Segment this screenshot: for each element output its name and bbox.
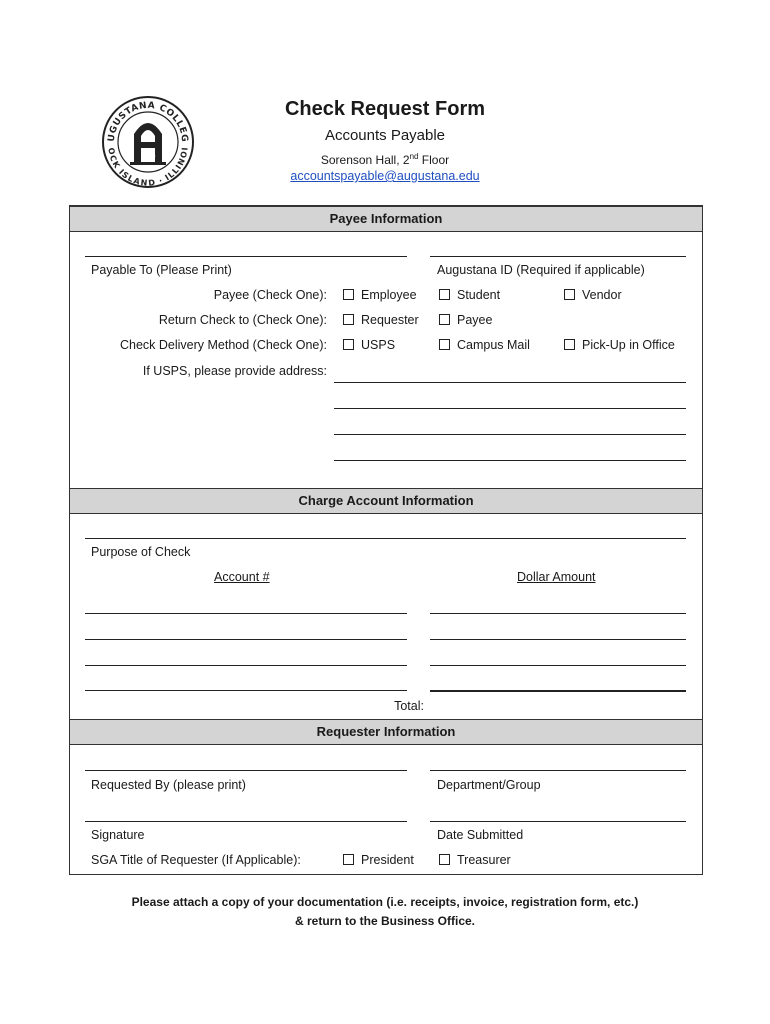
amount-field-2[interactable]	[430, 639, 686, 640]
charge-section-header	[70, 488, 702, 514]
date-submitted-label: Date Submitted	[437, 828, 524, 842]
campus-mail-checkbox[interactable]	[439, 339, 450, 350]
usps-checkbox[interactable]	[343, 339, 354, 350]
amount-field-4[interactable]	[430, 690, 686, 692]
purpose-field[interactable]	[85, 538, 686, 539]
requested-by-field[interactable]	[85, 770, 407, 771]
requester-section-header	[70, 719, 702, 745]
student-checkbox[interactable]	[439, 289, 450, 300]
vendor-option-label: Vendor	[582, 288, 622, 302]
campus-mail-option-label: Campus Mail	[457, 338, 530, 352]
employee-option-label: Employee	[361, 288, 417, 302]
date-submitted-field[interactable]	[430, 821, 686, 822]
email-link[interactable]: accountspayable@augustana.edu	[290, 169, 480, 183]
payable-to-label: Payable To (Please Print)	[91, 263, 232, 277]
return-check-label: Return Check to (Check One):	[158, 313, 327, 327]
return-requester-checkbox[interactable]	[343, 314, 354, 325]
footer-instruction-line2: & return to the Business Office.	[294, 914, 476, 928]
return-requester-label: Requester	[361, 313, 419, 327]
return-payee-label: Payee	[457, 313, 493, 327]
signature-label: Signature	[91, 828, 145, 842]
address-line-1[interactable]	[334, 382, 686, 383]
amount-field-3[interactable]	[430, 665, 686, 666]
svg-text:AUGUSTANA COLLEGE: UGUSTANA COLLEG	[106, 100, 190, 143]
delivery-method-label: Check Delivery Method (Check One):	[119, 338, 327, 352]
augustana-id-field[interactable]	[430, 256, 686, 257]
address-line-2[interactable]	[334, 408, 686, 409]
department-label: Department/Group	[437, 778, 541, 792]
sga-title-label: SGA Title of Requester (If Applicable):	[91, 853, 301, 867]
payee-type-label: Payee (Check One):	[213, 288, 327, 302]
pickup-office-option-label: Pick-Up in Office	[582, 338, 675, 352]
payable-to-field[interactable]	[85, 256, 407, 257]
student-option-label: Student	[457, 288, 501, 302]
account-number-header: Account #	[214, 570, 270, 584]
usps-address-label: If USPS, please provide address:	[142, 364, 327, 378]
payee-section-header	[70, 206, 702, 232]
address-line-3[interactable]	[334, 434, 686, 435]
augustana-id-label: Augustana ID (Required if applicable)	[437, 263, 645, 277]
svg-text:ROCK ISLAND · ILLINOIS: OCK ISLAND · ILLINOI	[106, 146, 190, 188]
account-field-4[interactable]	[85, 690, 407, 691]
address-line-4[interactable]	[334, 460, 686, 461]
pickup-office-checkbox[interactable]	[564, 339, 575, 350]
purpose-label: Purpose of Check	[91, 545, 191, 559]
signature-field[interactable]	[85, 821, 407, 822]
amount-field-1[interactable]	[430, 613, 686, 614]
department-field[interactable]	[430, 770, 686, 771]
usps-option-label: USPS	[361, 338, 396, 352]
treasurer-checkbox[interactable]	[439, 854, 450, 865]
dollar-amount-header: Dollar Amount	[517, 570, 596, 584]
treasurer-option-label: Treasurer	[457, 853, 511, 867]
account-field-2[interactable]	[85, 639, 407, 640]
president-checkbox[interactable]	[343, 854, 354, 865]
requester-section-title: Requester Information	[316, 724, 456, 739]
charge-section-title: Charge Account Information	[298, 493, 474, 508]
account-field-3[interactable]	[85, 665, 407, 666]
form-subtitle: Accounts Payable	[324, 127, 446, 144]
office-location: Sorenson Hall, 2nd Floor	[320, 152, 450, 167]
account-field-1[interactable]	[85, 613, 407, 614]
form-title: Check Request Form	[284, 98, 486, 120]
form-border	[69, 205, 703, 875]
total-label: Total:	[394, 699, 424, 713]
svg-text:1860: 1860	[140, 153, 156, 160]
vendor-checkbox[interactable]	[564, 289, 575, 300]
payee-section-title: Payee Information	[329, 211, 443, 226]
return-payee-checkbox[interactable]	[439, 314, 450, 325]
employee-checkbox[interactable]	[343, 289, 354, 300]
footer-instruction-line1: Please attach a copy of your documentation (i.e. receipts, invoice, registration form, etc.)	[131, 895, 639, 909]
requested-by-label: Requested By (please print)	[91, 778, 246, 792]
president-option-label: President	[361, 853, 414, 867]
